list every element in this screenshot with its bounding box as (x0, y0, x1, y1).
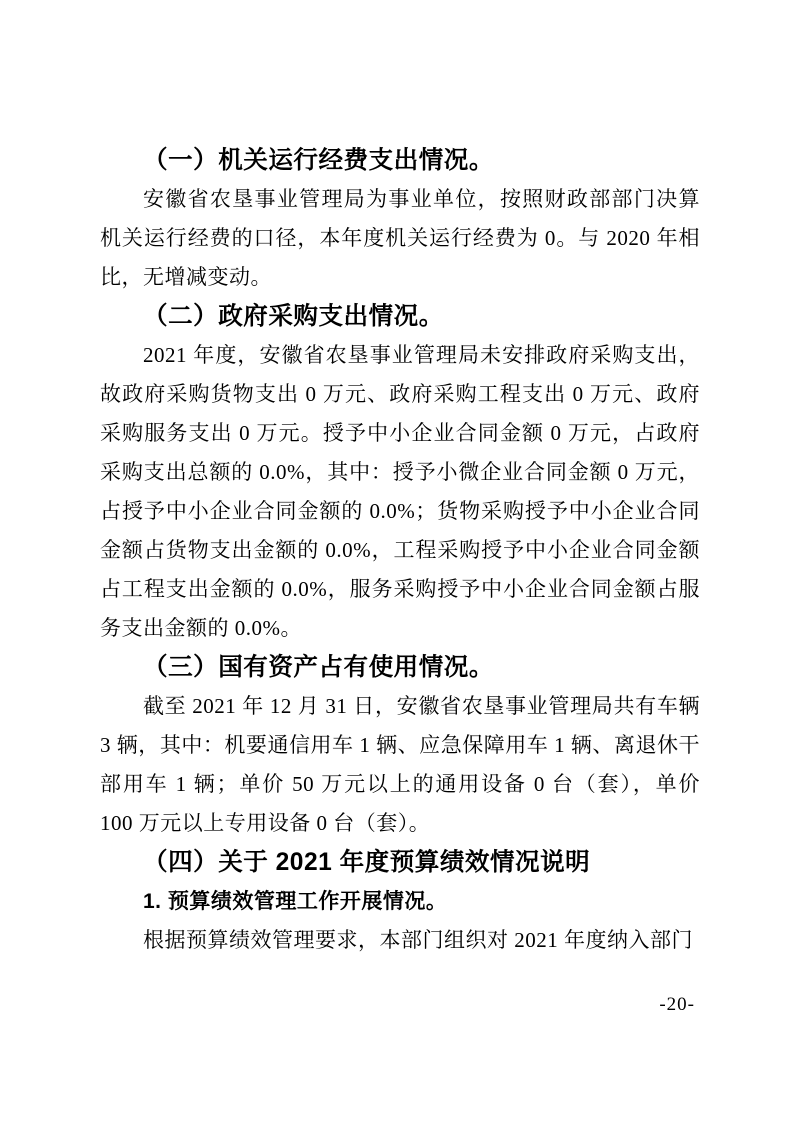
section-3-paragraph: 截至 2021 年 12 月 31 日，安徽省农垦事业管理局共有车辆 3 辆，其中：机要通信用车 1 辆、应急保障用车 1 辆、离退休干部用车 1 辆；单价 50 万元以上的通用设备 0 台（套），单价 100 万元以上专用设备 0 台（套）。 (100, 694, 700, 835)
section-1-heading: （一）机关运行经费支出情况。 (143, 147, 494, 174)
section-1-paragraph: 安徽省农垦事业管理局为事业单位，按照财政部部门决算机关运行经费的口径，本年度机关运行经费为 0。与 2020 年相比，无增减变动。 (100, 187, 700, 289)
section-4-paragraph: 根据预算绩效管理要求，本部门组织对 2021 年度纳入部门 (143, 928, 693, 952)
section-budget-performance (100, 843, 700, 960)
section-4-subheading: 1. 预算绩效管理工作开展情况。 (143, 890, 448, 913)
section-government-procurement (100, 297, 700, 648)
section-2-heading: （二）政府采购支出情况。 (143, 303, 444, 330)
page-number: -20- (659, 994, 695, 1015)
section-3-heading: （三）国有资产占有使用情况。 (143, 654, 494, 681)
document-content (100, 141, 700, 960)
section-4-heading: （四）关于 2021 年度预算绩效情况说明 (143, 849, 591, 876)
section-2-paragraph: 2021 年度，安徽省农垦事业管理局未安排政府采购支出，故政府采购货物支出 0 万元、政府采购工程支出 0 万元、政府采购服务支出 0 万元。授予中小企业合同金额 0 万元，占政府采购支出总额的 0.0%，其中：授予小微企业合同金额 0 万元，占授予中小企业合同金额的 0.0%；货物采购授予中小企业合同金额占货物支出金额的 0.0%，工程采购授予中小企业合同金额占工程支出金额的 0.0%，服务采购授予中小企业合同金额占服务支出金额的 0.0%。 (100, 343, 700, 640)
section-state-owned-assets (100, 648, 700, 843)
section-agency-operating-expenses (100, 141, 700, 297)
